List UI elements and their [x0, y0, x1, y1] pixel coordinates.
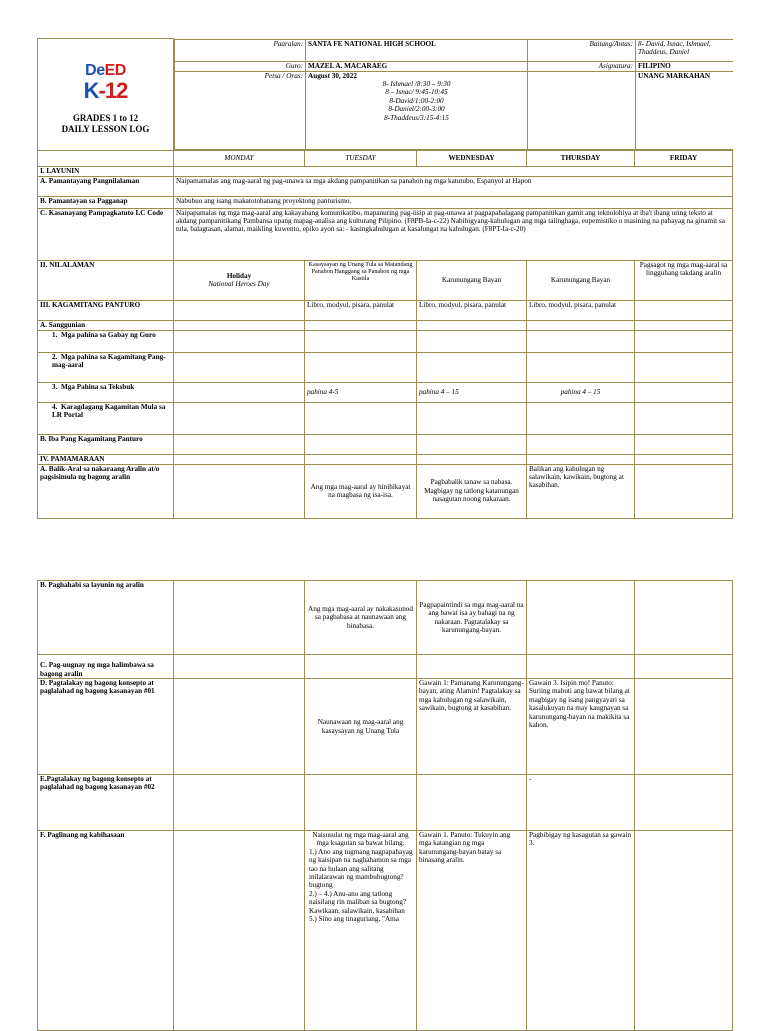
wed-pages: pahina 4 – 15	[417, 382, 527, 402]
school-label: Paaralan:	[175, 39, 306, 61]
wed-materials: Libro, modyul, pisara, panulat	[417, 300, 527, 320]
day-monday: MONDAY	[174, 150, 305, 166]
row-label-pe: E.Pagtalakay ng bagong konsepto at paglalahad ng bagong kasanayan #02	[38, 775, 174, 831]
header-logo-cell	[38, 39, 174, 151]
pf-tuesday-intro: Naisusulat ng mga mag-aaral ang mga ksagutan sa bawat bilang.	[312, 831, 409, 848]
row-label-s3: 3. Mga Pahina sa Teksbuk	[38, 382, 174, 402]
pd-tuesday: Naunawaan ng mag-aaral ang kasaysayan ng Unang Tula	[305, 679, 417, 775]
section-layunin: I. LAYUNIN	[38, 166, 174, 176]
teacher-label: Guro:	[175, 61, 306, 71]
subject-value: FILIPINO	[636, 61, 733, 71]
pf-question: 2.) – 4.) Anu-ano ang tatlong naisilang rin maliban sa bugtong? Kawikaan, salawikain, kasabihan	[309, 889, 407, 915]
tue-materials: Libro, modyul, pisara, panulat	[305, 300, 417, 320]
date-label: Petsa / Oras:	[175, 71, 306, 149]
holiday-cell	[174, 260, 305, 300]
grades-title: GRADES 1 to 12	[72, 112, 139, 123]
pf-question: 5.) Sino ang tinaguriang, "Ama	[309, 915, 399, 924]
row-label-pb: B. Paghahabi sa layunin ng aralin	[38, 581, 174, 655]
schedule-line: 8-David/1:00-2:00	[389, 96, 444, 105]
schedule-line: 8-Daniel/2:00-3:00	[388, 105, 445, 114]
schedule-line: 8- Ishmael /8:30 – 9:30	[382, 79, 451, 88]
section-nilalaman: II. NILALAMAN	[38, 260, 174, 300]
row-text-a: Naipamamalas ang mag-aaral ng pag-unawa sa mga akdang pampanitikan sa panahon ng mga katutubo, Espanyol at Hapon	[174, 176, 733, 196]
teacher-value: MAZEL A. MACARAEG	[306, 61, 528, 71]
date-value: August 30, 2022	[308, 71, 357, 80]
quarter-value: UNANG MARKAHAN	[636, 71, 733, 149]
pb-wednesday: Pagpapaintindi sa mga mag-aaral na ang bawat isa ay bahagi na ng nakaraan. Pagtatalakay sa karunungang-bayan.	[417, 581, 527, 655]
wed-content: Karunungang Bayan	[417, 260, 527, 300]
row-label-a: A. Pamantayang Pangnilalaman	[38, 176, 174, 196]
pb-tuesday: Ang mga mag-aaral ay nakakasunod sa pagbabasa at naunawaan ang binabasa.	[305, 581, 417, 655]
pf-question: 1.) Ano ang tugmang nagpapahayag ng kaisipan na naghahamon sa mga tao na hulaan ang salitang inilalarawan ng mambubugtong? bugtong	[309, 847, 413, 890]
row-label-pa: A. Balik-Aral sa nakaraang Aralin at/o pagsisimula ng bagong aralin	[38, 464, 174, 518]
pf-wednesday: Gawain 1. Panuto: Tukuyin ang mga katangian ng mga karunungang-bayan batay sa binasang aralin.	[417, 831, 527, 1031]
day-tuesday: TUESDAY	[305, 150, 417, 166]
row-label-b: B. Pamantayan sa Pagganap	[38, 196, 174, 208]
holiday-sub: National Heroes Day	[208, 280, 270, 288]
pa-wednesday: Pagbabalik tanaw sa nabasa. Magbigay ng tatlong katanungan nasagutan noong nakaraan.	[417, 464, 527, 518]
thu-pages: pahina 4 – 15	[527, 382, 635, 402]
page-two	[0, 580, 768, 1024]
grade-value: 8- David, Isnac, Ishmael, Thaddeus, Daniel	[636, 39, 733, 61]
day-friday: FRIDAY	[635, 150, 733, 166]
fri-content: Pagsagot ng mga mag-aaral sa lingguhang takdang aralin	[635, 260, 733, 300]
row-text-c: Naipapamalas ng mga mag-aaral ang kakayahang komunikatibo, mapanuring pag-iisip at pag-unawa at pagpapahalagang pampanitikan gamit ang teknolohiya at iba't ibang uring teksto at akdang pampanitikang Pambansa upang mapag-analisa ang kulturang Pilipino. (F8PB-Ia-c-22) Nabibigyang-kahulugan ang mga talinghaga, eupemistiko o masining na pahayag na ginamit sa tula, balagtasan, alamat, maikling kuwento, epiko ayon sa: - kasingkahulugan at kasalungat na kahulugan. (F8PT-Ia-c-20)	[174, 208, 733, 260]
pf-tuesday	[305, 831, 417, 1031]
thu-content: Karunungang Bayan	[527, 260, 635, 300]
subject-label: Asignatura:	[528, 61, 636, 71]
holiday-title: Holiday	[226, 271, 252, 280]
row-label-pf: F. Paglinang ng kabihasaan	[38, 831, 174, 1031]
pd-thursday: Gawain 3. Isipin mo! Panuto: Suriing mabuti ang bawat bilang at magbigay ng isang pangyayari sa kasalukuyan na may kaugnayan sa karunungang-bayan na makikita sa kahon.	[527, 679, 635, 775]
schedule-line: 8 – Isnac/ 9:45-10:45	[385, 88, 448, 97]
pa-tuesday: Ang mga mag-aaral ay hinihikayat na magbasa ng isa-isa.	[305, 464, 417, 518]
header-info	[174, 39, 733, 151]
row-label-pd: D. Pagtalakay ng bagong konsepto at paglalahad ng bagong kasanayan #01	[38, 679, 174, 775]
pe-thursday: -	[527, 775, 635, 831]
tue-content: Kasaysayan ng Unang Tula sa Matandang Panahon Hanggang sa Panahon ng mga Kastila	[305, 260, 417, 300]
section-pamamaraan: IV. PAMAMARAAN	[38, 454, 174, 464]
row-label-c: C. Kasanayang Pampagkatuto LC Code	[38, 208, 174, 260]
quarter-label	[528, 71, 636, 149]
page-gap	[0, 534, 768, 580]
row-label-s1: 1. Mga pahina sa Gabay ng Guro	[38, 330, 174, 352]
row-label-s4: 4. Karagdagang Kagamitan Mula sa LR Portal	[38, 402, 174, 434]
deped-k12-logo: DeED K-12	[83, 61, 128, 103]
lesson-log-table-page1	[37, 38, 733, 519]
pf-thursday: Pagbibigay ng kasagutan sa gawain 3.	[527, 831, 635, 1031]
schedule-line: 8-Thaddeus/3:15-4:15	[384, 113, 449, 122]
day-thursday: THURSDAY	[527, 150, 635, 166]
school-value: SANTA FE NATIONAL HIGH SCHOOL	[306, 39, 528, 61]
day-wednesday: WEDNESDAY	[417, 150, 527, 166]
row-label-pc: C. Pag-uugnay ng mga halimbawa sa bagong aralin	[38, 655, 174, 679]
section-kagamitan: III. KAGAMITANG PANTURO	[38, 300, 174, 320]
row-label-iba: B. Iba Pang Kagamitang Panturo	[38, 434, 174, 454]
tue-pages: pahina 4-5	[305, 382, 417, 402]
pa-thursday: Balikan ang kahulugan ng salawikain, kawikain, bugtong at kasabihan.	[527, 464, 635, 518]
row-label-s2: 2. Mga pahina sa Kagamitang Pang-mag-aaral	[38, 352, 174, 382]
grade-label: Baitang/Antas:	[528, 39, 636, 61]
pd-wednesday: Gawain 1: Pamanang Karunungang-bayan, ating Alamin! Pagtalakay sa mga kahulugan ng salawikain, sawikain, bugtong at kasabihan.	[417, 679, 527, 775]
dll-title: DAILY LESSON LOG	[61, 123, 150, 134]
thu-materials: Libro, modyul, pisara, panulat	[527, 300, 635, 320]
row-text-b: Nabubuo ang isang makatotohanang proyektong panturismo.	[174, 196, 733, 208]
lesson-log-table-page2	[37, 580, 733, 1031]
row-label-sanggunian: A. Sanggunian	[38, 320, 174, 330]
date-cell	[306, 71, 528, 149]
